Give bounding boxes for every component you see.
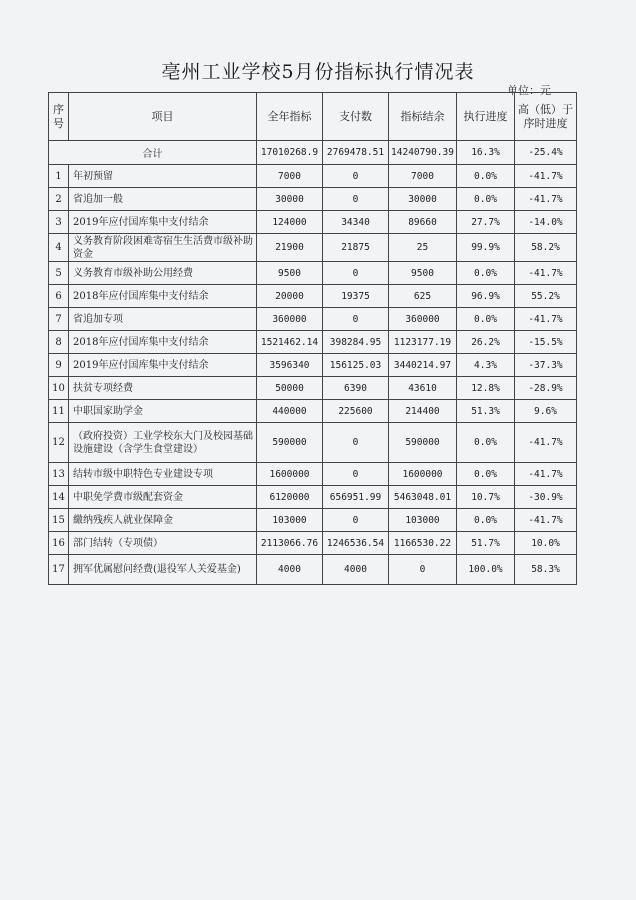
table-row — [49, 423, 577, 463]
row-seq: 15 — [49, 509, 69, 532]
row-paid: 156125.03 — [323, 354, 389, 377]
header-paid: 支付数 — [323, 93, 389, 141]
row-balance: 625 — [389, 285, 457, 308]
row-item: 2018年应付国库集中支付结余 — [69, 331, 257, 354]
unit-label: 单位：元 — [507, 84, 551, 97]
row-annual: 7000 — [257, 165, 323, 188]
table-row — [49, 165, 577, 188]
row-diff: -41.7% — [515, 262, 577, 285]
row-annual: 4000 — [257, 555, 323, 585]
row-item: 义务教育市级补助公用经费 — [69, 262, 257, 285]
row-paid: 4000 — [323, 555, 389, 585]
row-annual: 9500 — [257, 262, 323, 285]
row-seq: 7 — [49, 308, 69, 331]
row-progress: 51.3% — [457, 400, 515, 423]
row-item: 省追加专项 — [69, 308, 257, 331]
row-paid: 656951.99 — [323, 486, 389, 509]
row-item: 繳纳残疾人就业保障金 — [69, 509, 257, 532]
row-paid: 19375 — [323, 285, 389, 308]
row-item: 拥军优属慰问经费(退役军人关爱基金) — [69, 555, 257, 585]
row-seq: 5 — [49, 262, 69, 285]
row-item: 部门结转（专项债） — [69, 532, 257, 555]
row-progress: 0.0% — [457, 308, 515, 331]
row-diff: -41.7% — [515, 423, 577, 463]
row-balance: 1123177.19 — [389, 331, 457, 354]
row-diff: -41.7% — [515, 165, 577, 188]
row-annual: 1521462.14 — [257, 331, 323, 354]
row-paid: 225600 — [323, 400, 389, 423]
row-annual: 124000 — [257, 211, 323, 234]
table-row — [49, 234, 577, 262]
total-balance: 14240790.39 — [389, 141, 457, 165]
document-title: 亳州工业学校5月份指标执行情况表 — [161, 61, 475, 83]
row-item: 2019年应付国库集中支付结余 — [69, 354, 257, 377]
row-paid: 21875 — [323, 234, 389, 262]
row-seq: 10 — [49, 377, 69, 400]
table-row — [49, 211, 577, 234]
row-item: 2018年应付国库集中支付结余 — [69, 285, 257, 308]
row-diff: -41.7% — [515, 463, 577, 486]
row-progress: 51.7% — [457, 532, 515, 555]
row-balance: 590000 — [389, 423, 457, 463]
table-row — [49, 262, 577, 285]
row-diff: -41.7% — [515, 308, 577, 331]
row-progress: 0.0% — [457, 423, 515, 463]
header-progress: 执行进度 — [457, 93, 515, 141]
row-seq: 8 — [49, 331, 69, 354]
header-item: 项目 — [69, 93, 257, 141]
row-diff: -30.9% — [515, 486, 577, 509]
row-annual: 20000 — [257, 285, 323, 308]
row-progress: 0.0% — [457, 262, 515, 285]
row-balance: 360000 — [389, 308, 457, 331]
table-row — [49, 377, 577, 400]
row-progress: 12.8% — [457, 377, 515, 400]
row-diff: -14.0% — [515, 211, 577, 234]
row-progress: 4.3% — [457, 354, 515, 377]
total-progress: 16.3% — [457, 141, 515, 165]
row-annual: 590000 — [257, 423, 323, 463]
row-paid: 0 — [323, 165, 389, 188]
row-seq: 4 — [49, 234, 69, 262]
row-diff: 55.2% — [515, 285, 577, 308]
table-row — [49, 188, 577, 211]
row-balance: 214400 — [389, 400, 457, 423]
row-item: 中职免学费市级配套资金 — [69, 486, 257, 509]
header-row — [49, 93, 577, 141]
header-balance: 指标结余 — [389, 93, 457, 141]
row-item: 义务教育阶段困难寄宿生生活费市级补助资金 — [69, 234, 257, 262]
row-balance: 1166530.22 — [389, 532, 457, 555]
row-paid: 0 — [323, 308, 389, 331]
row-progress: 0.0% — [457, 165, 515, 188]
row-progress: 100.0% — [457, 555, 515, 585]
row-paid: 0 — [323, 262, 389, 285]
row-seq: 2 — [49, 188, 69, 211]
row-annual: 2113066.76 — [257, 532, 323, 555]
table-row — [49, 532, 577, 555]
total-row — [49, 141, 577, 165]
table-row — [49, 486, 577, 509]
row-paid: 0 — [323, 509, 389, 532]
row-diff: 58.3% — [515, 555, 577, 585]
row-paid: 0 — [323, 463, 389, 486]
row-annual: 6120000 — [257, 486, 323, 509]
row-paid: 1246536.54 — [323, 532, 389, 555]
row-seq: 11 — [49, 400, 69, 423]
row-paid: 398284.95 — [323, 331, 389, 354]
row-annual: 103000 — [257, 509, 323, 532]
row-progress: 99.9% — [457, 234, 515, 262]
row-balance: 103000 — [389, 509, 457, 532]
row-seq: 17 — [49, 555, 69, 585]
row-annual: 50000 — [257, 377, 323, 400]
row-diff: 10.0% — [515, 532, 577, 555]
row-progress: 0.0% — [457, 509, 515, 532]
row-balance: 1600000 — [389, 463, 457, 486]
row-balance: 89660 — [389, 211, 457, 234]
row-seq: 3 — [49, 211, 69, 234]
header-annual: 全年指标 — [257, 93, 323, 141]
row-diff: -41.7% — [515, 188, 577, 211]
row-diff: -41.7% — [515, 509, 577, 532]
row-paid: 0 — [323, 188, 389, 211]
row-annual: 30000 — [257, 188, 323, 211]
table-row — [49, 509, 577, 532]
row-balance: 7000 — [389, 165, 457, 188]
row-item: 年初预留 — [69, 165, 257, 188]
row-progress: 26.2% — [457, 331, 515, 354]
row-balance: 0 — [389, 555, 457, 585]
total-annual: 17010268.9 — [257, 141, 323, 165]
row-annual: 21900 — [257, 234, 323, 262]
row-annual: 440000 — [257, 400, 323, 423]
row-seq: 1 — [49, 165, 69, 188]
row-seq: 14 — [49, 486, 69, 509]
row-seq: 12 — [49, 423, 69, 463]
table-row — [49, 331, 577, 354]
row-paid: 0 — [323, 423, 389, 463]
row-balance: 43610 — [389, 377, 457, 400]
total-diff: -25.4% — [515, 141, 577, 165]
row-progress: 27.7% — [457, 211, 515, 234]
row-annual: 1600000 — [257, 463, 323, 486]
row-item: 中职国家助学金 — [69, 400, 257, 423]
row-item: 2019年应付国库集中支付结余 — [69, 211, 257, 234]
row-balance: 30000 — [389, 188, 457, 211]
row-balance: 25 — [389, 234, 457, 262]
header-diff: 高（低）于序时进度 — [515, 93, 577, 141]
table-row — [49, 555, 577, 585]
row-diff: 58.2% — [515, 234, 577, 262]
row-item: 省追加一般 — [69, 188, 257, 211]
table-row — [49, 285, 577, 308]
total-paid: 2769478.51 — [323, 141, 389, 165]
row-balance: 3440214.97 — [389, 354, 457, 377]
total-label: 合计 — [49, 141, 257, 165]
row-seq: 13 — [49, 463, 69, 486]
row-seq: 9 — [49, 354, 69, 377]
row-annual: 3596340 — [257, 354, 323, 377]
row-progress: 96.9% — [457, 285, 515, 308]
row-progress: 0.0% — [457, 188, 515, 211]
budget-table — [48, 92, 577, 585]
row-item: （政府投资）工业学校东大门及校园基础设施建设（含学生食堂建设） — [69, 423, 257, 463]
row-item: 扶贫专项经费 — [69, 377, 257, 400]
row-item: 结转市级中职特色专业建设专项 — [69, 463, 257, 486]
table-row — [49, 463, 577, 486]
row-seq: 16 — [49, 532, 69, 555]
row-diff: -37.3% — [515, 354, 577, 377]
row-diff: 9.6% — [515, 400, 577, 423]
row-balance: 9500 — [389, 262, 457, 285]
table-row — [49, 354, 577, 377]
row-seq: 6 — [49, 285, 69, 308]
header-seq: 序号 — [49, 93, 69, 141]
row-diff: -28.9% — [515, 377, 577, 400]
table-row — [49, 400, 577, 423]
row-annual: 360000 — [257, 308, 323, 331]
row-diff: -15.5% — [515, 331, 577, 354]
row-balance: 5463048.01 — [389, 486, 457, 509]
table-row — [49, 308, 577, 331]
row-progress: 0.0% — [457, 463, 515, 486]
row-paid: 34340 — [323, 211, 389, 234]
row-progress: 10.7% — [457, 486, 515, 509]
row-paid: 6390 — [323, 377, 389, 400]
